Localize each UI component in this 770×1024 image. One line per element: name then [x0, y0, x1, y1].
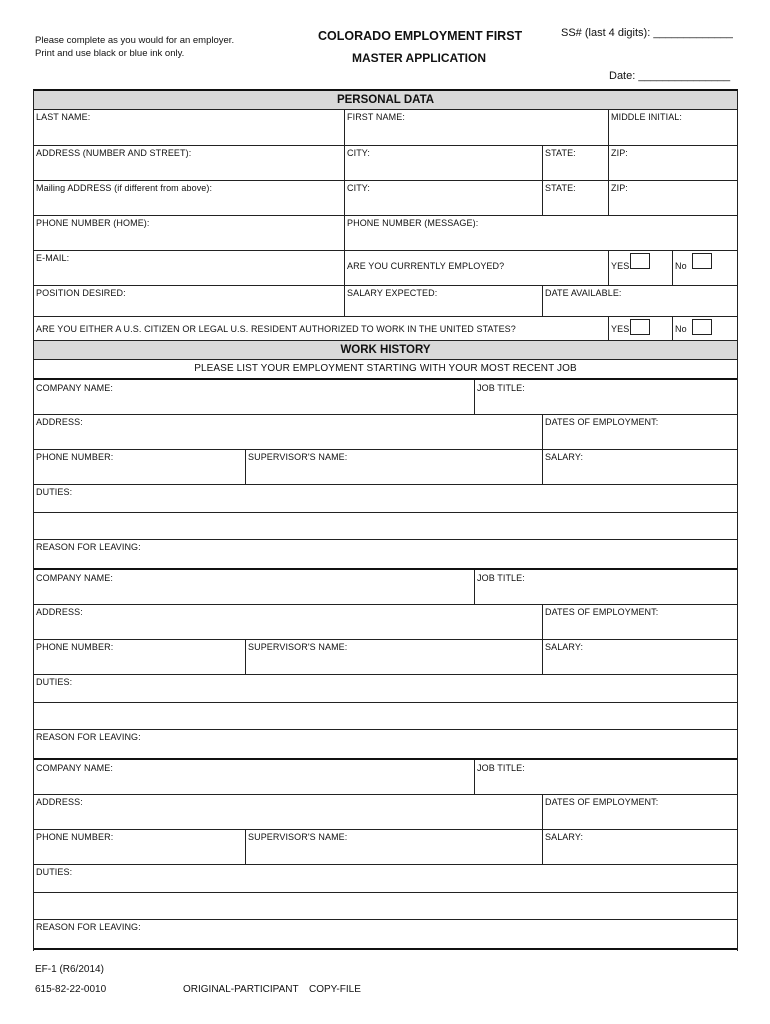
job2-job-title-field[interactable]: JOB TITLE: — [474, 570, 737, 604]
ssn-field[interactable]: SS# (last 4 digits): _____________ — [561, 27, 733, 39]
citizen-no-label: No — [672, 316, 737, 340]
form-id: EF-1 (R6/2014) — [35, 964, 104, 975]
job3-address-field[interactable]: ADDRESS: — [36, 797, 83, 807]
job2-duties-field[interactable]: DUTIES: — [36, 677, 73, 687]
work-history-instruction: PLEASE LIST YOUR EMPLOYMENT STARTING WITH YOUR MOST RECENT JOB — [194, 363, 577, 374]
job1-reason-field[interactable]: REASON FOR LEAVING: — [36, 542, 141, 552]
copy-original-label: ORIGINAL-PARTICIPANT — [183, 984, 299, 995]
currently-employed-question: ARE YOU CURRENTLY EMPLOYED? — [344, 250, 608, 285]
job2-phone-field[interactable]: PHONE NUMBER: — [36, 642, 114, 652]
mailing-city-field[interactable]: CITY: — [344, 180, 542, 215]
form-title: COLORADO EMPLOYMENT FIRST — [318, 29, 523, 43]
job3-salary-field[interactable]: SALARY: — [542, 829, 737, 864]
job2-salary-field[interactable]: SALARY: — [542, 639, 737, 674]
job2-company-name-field[interactable]: COMPANY NAME: — [36, 573, 113, 583]
job2-address-field[interactable]: ADDRESS: — [36, 607, 83, 617]
job3-company-name-field[interactable]: COMPANY NAME: — [36, 763, 113, 773]
state-field[interactable]: STATE: — [542, 145, 608, 180]
job2-reason-field[interactable]: REASON FOR LEAVING: — [36, 732, 141, 742]
application-form — [33, 89, 738, 951]
job1-company-name-field[interactable]: COMPANY NAME: — [36, 383, 113, 393]
mailing-zip-field[interactable]: ZIP: — [608, 180, 737, 215]
employed-yes-checkbox[interactable] — [630, 253, 650, 269]
job3-duties-field[interactable]: DUTIES: — [36, 867, 73, 877]
zip-field[interactable]: ZIP: — [608, 145, 737, 180]
last-name-field[interactable]: LAST NAME: — [36, 112, 91, 122]
instructions-line-1: Please complete as you would for an employer. — [35, 35, 235, 46]
job3-reason-field[interactable]: REASON FOR LEAVING: — [36, 922, 141, 932]
job1-duties-field[interactable]: DUTIES: — [36, 487, 73, 497]
mailing-address-field[interactable]: Mailing ADDRESS (if different from above): — [36, 183, 213, 193]
middle-initial-field[interactable]: MIDDLE INITIAL: — [608, 109, 737, 145]
mailing-state-field[interactable]: STATE: — [542, 180, 608, 215]
job3-job-title-field[interactable]: JOB TITLE: — [474, 760, 737, 794]
address-field[interactable]: ADDRESS (NUMBER AND STREET): — [36, 148, 192, 158]
position-desired-field[interactable]: POSITION DESIRED: — [36, 288, 126, 298]
date-field[interactable]: Date: _______________ — [609, 70, 731, 82]
first-name-field[interactable]: FIRST NAME: — [344, 109, 608, 145]
instructions-line-2: Print and use black or blue ink only. — [35, 48, 185, 59]
job1-address-field[interactable]: ADDRESS: — [36, 417, 83, 427]
job1-salary-field[interactable]: SALARY: — [542, 449, 737, 484]
email-field[interactable]: E-MAIL: — [36, 253, 70, 263]
form-number: 615-82-22-0010 — [35, 984, 107, 995]
employed-yes-label: YES — [608, 250, 672, 285]
job3-supervisor-field[interactable]: SUPERVISOR'S NAME: — [245, 829, 542, 864]
job2-dates-field[interactable]: DATES OF EMPLOYMENT: — [542, 604, 737, 639]
work-history-header: WORK HISTORY — [34, 341, 737, 359]
citizen-yes-label: YES — [608, 316, 672, 340]
city-field[interactable]: CITY: — [344, 145, 542, 180]
copy-file-label: COPY-FILE — [309, 984, 361, 995]
form-subtitle: MASTER APPLICATION — [352, 51, 486, 65]
job3-phone-field[interactable]: PHONE NUMBER: — [36, 832, 114, 842]
employed-no-checkbox[interactable] — [692, 253, 712, 269]
job1-dates-field[interactable]: DATES OF EMPLOYMENT: — [542, 414, 737, 449]
job1-supervisor-field[interactable]: SUPERVISOR'S NAME: — [245, 449, 542, 484]
phone-message-field[interactable]: PHONE NUMBER (MESSAGE): — [344, 215, 737, 250]
date-available-field[interactable]: DATE AVAILABLE: — [542, 285, 737, 316]
phone-home-field[interactable]: PHONE NUMBER (HOME): — [36, 218, 150, 228]
personal-data-header: PERSONAL DATA — [34, 91, 737, 109]
employed-no-label: No — [672, 250, 737, 285]
citizen-yes-checkbox[interactable] — [630, 319, 650, 335]
citizen-no-checkbox[interactable] — [692, 319, 712, 335]
citizen-question: ARE YOU EITHER A U.S. CITIZEN OR LEGAL U.S. RESIDENT AUTHORIZED TO WORK IN THE UNITED STATES? — [36, 324, 516, 334]
job2-supervisor-field[interactable]: SUPERVISOR'S NAME: — [245, 639, 542, 674]
salary-expected-field[interactable]: SALARY EXPECTED: — [344, 285, 542, 316]
job3-dates-field[interactable]: DATES OF EMPLOYMENT: — [542, 794, 737, 829]
job1-phone-field[interactable]: PHONE NUMBER: — [36, 452, 114, 462]
job1-job-title-field[interactable]: JOB TITLE: — [474, 380, 737, 414]
